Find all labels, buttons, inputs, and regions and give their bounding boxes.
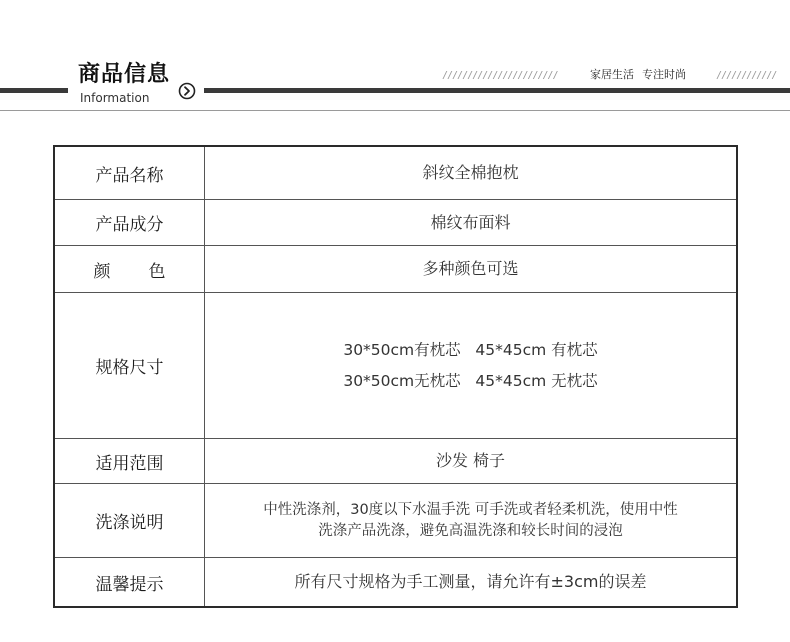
row-value (205, 293, 736, 438)
row-label: 适用范围 (55, 439, 205, 483)
row-label: 洗涤说明 (55, 484, 205, 557)
decorative-slashes-right: //////////// (716, 70, 777, 81)
circle-arrow-right-icon (178, 82, 196, 100)
slogan-fashion: 专注时尚 (642, 68, 686, 81)
product-info-table (53, 145, 738, 608)
row-label (55, 246, 205, 292)
decorative-slashes-left: /////////////////////// (442, 70, 558, 81)
slogan-home-life: 家居生活 (590, 68, 634, 81)
product-name: 斜纹全棉抱枕 (422, 163, 519, 182)
row-value (205, 246, 736, 292)
header-bar-right (204, 88, 790, 93)
usage-scope: 沙发 椅子 (435, 451, 506, 470)
table-row (55, 147, 736, 199)
row-value (205, 147, 736, 199)
wash-instruction-line: 洗涤产品洗涤，避免高温洗涤和较长时间的浸泡 (318, 522, 623, 539)
row-value (205, 558, 736, 606)
table-row (55, 245, 736, 292)
size-line: 30*50cm无枕芯 45*45cm 无枕芯 (343, 371, 598, 390)
row-label-part: 色 (148, 261, 166, 282)
row-label: 产品成分 (55, 200, 205, 245)
table-row (55, 557, 736, 606)
table-row (55, 483, 736, 557)
product-color: 多种颜色可选 (422, 259, 519, 278)
row-value (205, 484, 736, 557)
row-value (205, 200, 736, 245)
row-value (205, 439, 736, 483)
table-row (55, 292, 736, 438)
section-subtitle: Information (80, 91, 150, 105)
page-header (0, 0, 790, 120)
size-line: 30*50cm有枕芯 45*45cm 有枕芯 (343, 340, 598, 359)
table-row (55, 199, 736, 245)
table-row (55, 438, 736, 483)
product-material: 棉纹布面料 (430, 212, 511, 232)
header-bar-left (0, 88, 68, 93)
header-divider (0, 110, 790, 111)
row-label-part: 颜 (93, 261, 111, 282)
row-label: 产品名称 (55, 147, 205, 199)
header-slogan (590, 68, 686, 82)
wash-instruction-line: 中性洗涤剂，30度以下水温手洗 可手洗或者轻柔机洗，使用中性 (263, 501, 678, 518)
row-label: 温馨提示 (55, 558, 205, 606)
notice-text: 所有尺寸规格为手工测量，请允许有±3cm的误差 (294, 572, 647, 591)
row-label: 规格尺寸 (55, 293, 205, 438)
section-title: 商品信息 (78, 62, 171, 87)
